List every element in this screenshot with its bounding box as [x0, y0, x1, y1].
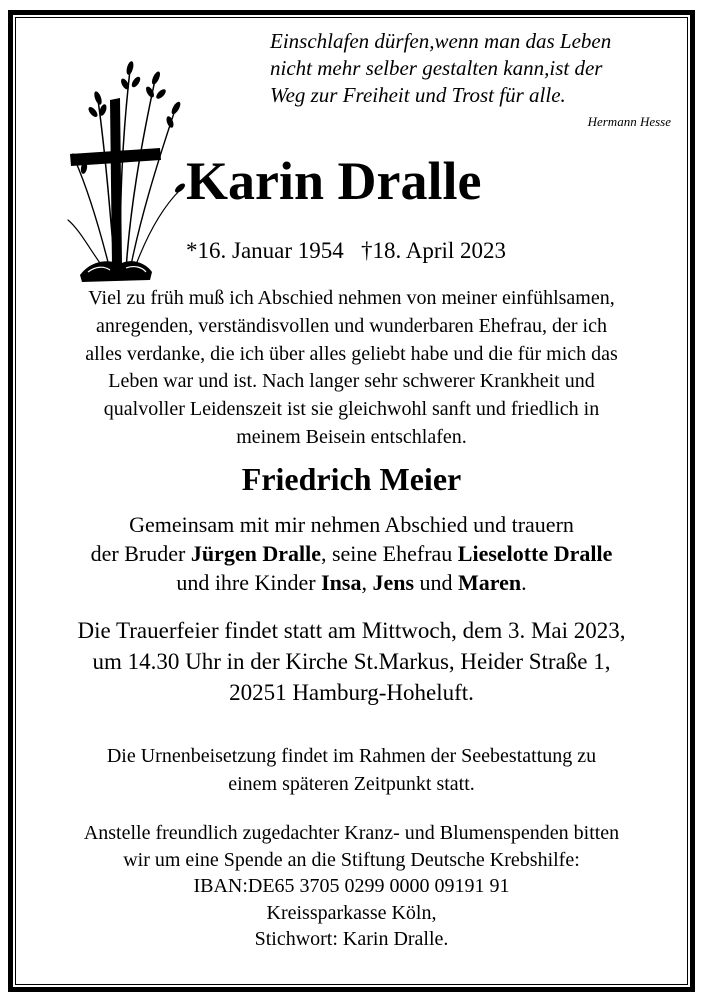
- farewell-message: [20, 285, 683, 452]
- family-mourners: [20, 510, 683, 597]
- birth-date: *16. Januar 1954: [186, 238, 344, 263]
- cross-grass-icon: [60, 40, 190, 285]
- donation-bank: Kreissparkasse Köln,: [266, 901, 437, 924]
- family-line: und ihre Kinder Insa, Jens und Maren.: [176, 570, 527, 595]
- message-line: anregenden, verständisvollen und wunderbaren Ehefrau, der ich: [96, 314, 607, 337]
- ceremony-line: Die Trauerfeier findet statt am Mittwoch, dem 3. Mai 2023,: [77, 618, 626, 643]
- child-name: Maren: [458, 570, 522, 595]
- signer-name: Friedrich Meier: [241, 461, 462, 497]
- quote-line: nicht mehr selber gestalten kann,ist der: [270, 56, 603, 80]
- quote-line: Weg zur Freiheit und Trost für alle.: [270, 83, 566, 107]
- quote-author: Hermann Hesse: [587, 114, 671, 129]
- ceremony-line: 20251 Hamburg-Hoheluft.: [229, 680, 474, 705]
- death-date: 18. April 2023: [372, 238, 507, 263]
- quote-line: Einschlafen dürfen,wenn man das Leben: [270, 29, 612, 53]
- ceremony-info: [20, 615, 683, 708]
- message-line: Viel zu früh muß ich Abschied nehmen von meiner einfühlsamen,: [88, 287, 615, 309]
- deceased-name: Karin Dralle: [186, 151, 482, 211]
- family-line: der Bruder Jürgen Dralle, seine Ehefrau Lieselotte Dralle: [90, 541, 613, 566]
- child-name: Insa: [321, 570, 362, 595]
- quote: [270, 28, 670, 109]
- donation-line: wir um eine Spende an die Stiftung Deutsche Krebshilfe:: [123, 848, 580, 871]
- donation-keyword: Stichwort: Karin Dralle.: [254, 928, 449, 950]
- message-line: meinem Beisein entschlafen.: [236, 425, 467, 448]
- donation-iban: IBAN:DE65 3705 0299 0000 09191 91: [193, 875, 510, 897]
- message-line: Leben war und ist. Nach langer sehr schwerer Krankheit und: [108, 370, 595, 393]
- donation-info: [20, 820, 683, 953]
- burial-line: einem späteren Zeitpunkt statt.: [228, 773, 475, 795]
- sister-in-law-name: Lieselotte Dralle: [457, 541, 613, 566]
- message-line: qualvoller Leidenszeit ist sie gleichwohl sanft und friedlich in: [103, 398, 600, 421]
- message-line: alles verdanke, die ich über alles geliebt habe und die für mich das: [85, 342, 618, 365]
- life-dates: [186, 236, 506, 266]
- child-name: Jens: [372, 570, 415, 595]
- ceremony-line: um 14.30 Uhr in der Kirche St.Markus, Heider Straße 1,: [92, 649, 611, 674]
- burial-info: [20, 742, 683, 798]
- family-line: Gemeinsam mit mir nehmen Abschied und trauern: [129, 512, 574, 537]
- donation-line: Anstelle freundlich zugedachter Kranz- und Blumenspenden bitten: [83, 822, 620, 844]
- burial-line: Die Urnenbeisetzung findet im Rahmen der Seebestattung zu: [106, 745, 597, 767]
- brother-name: Jürgen Dralle: [190, 541, 321, 566]
- death-cross-icon: †: [361, 238, 373, 263]
